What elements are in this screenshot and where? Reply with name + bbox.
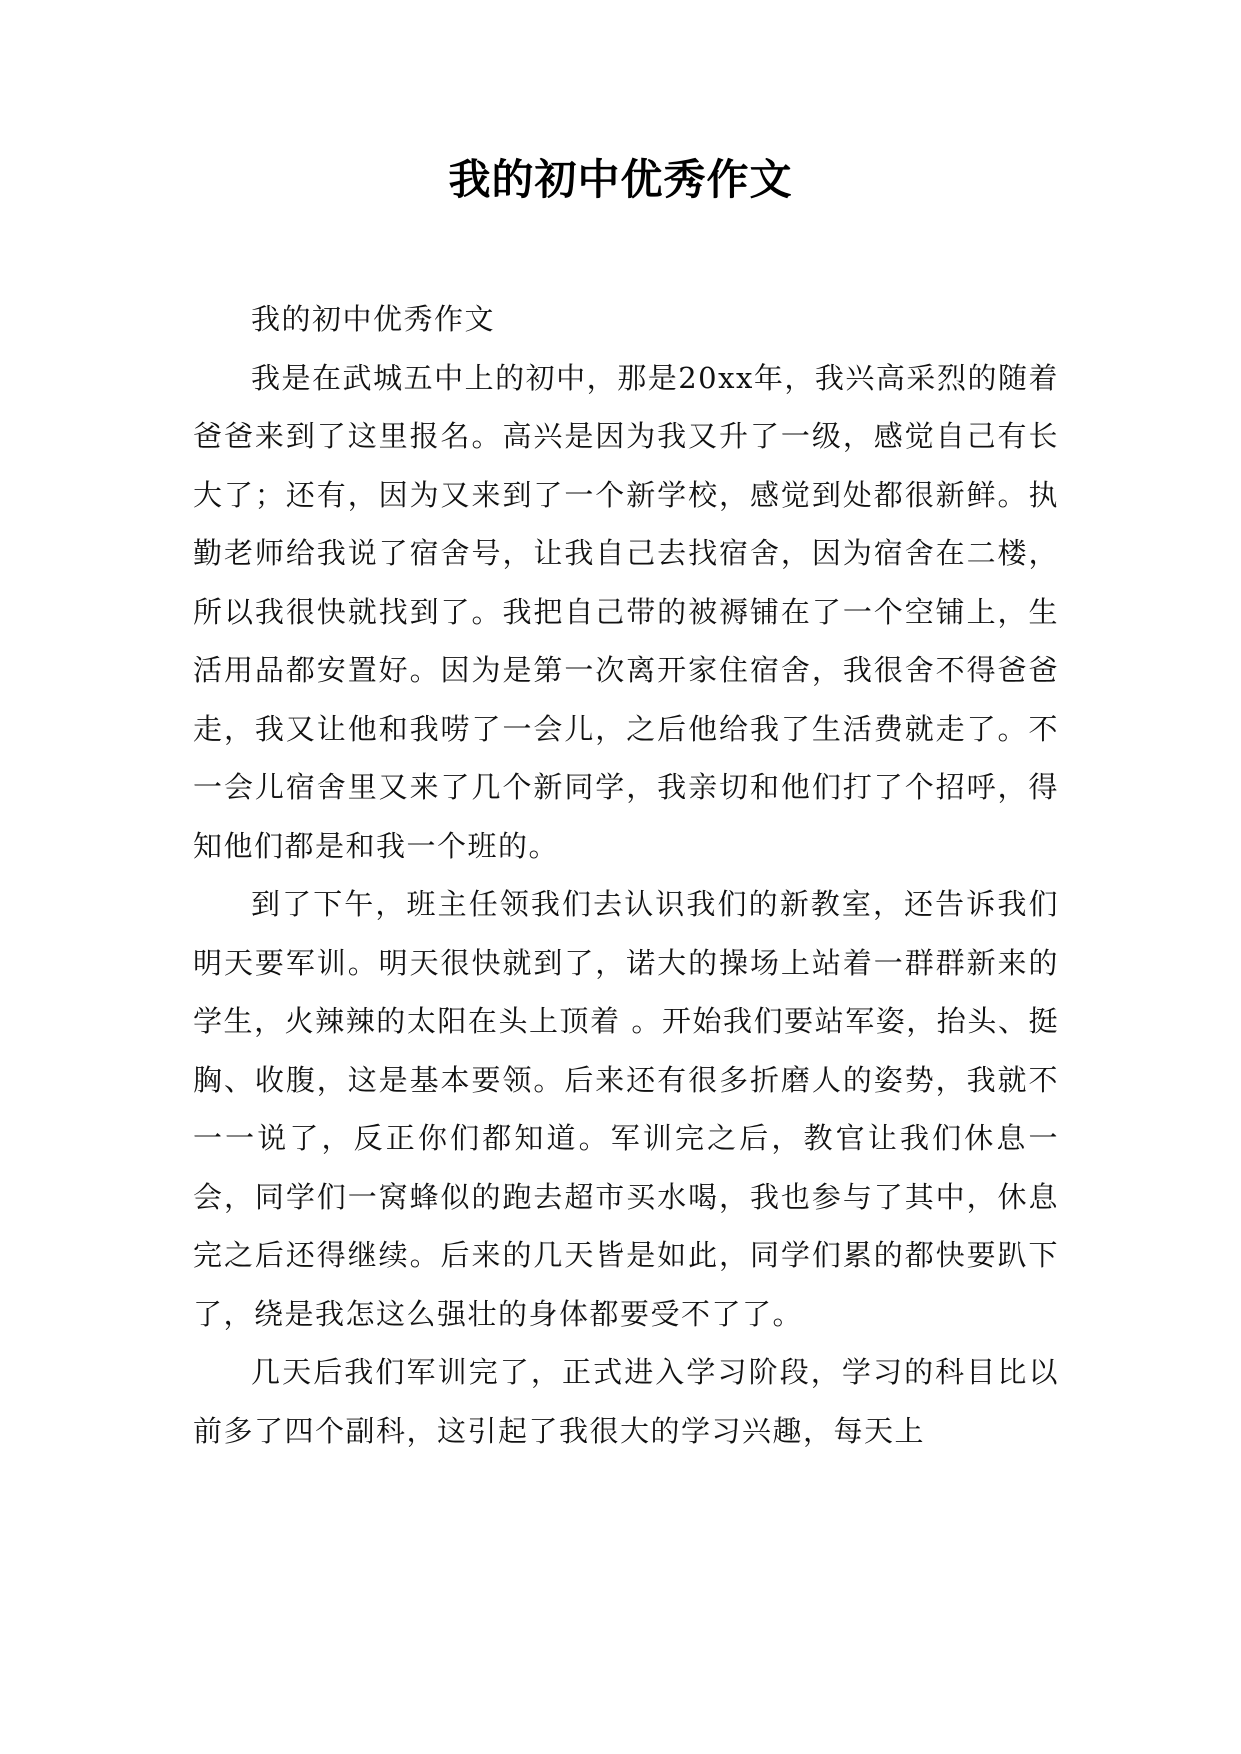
paragraph: 到了下午，班主任领我们去认识我们的新教室，还告诉我们明天要军训。明天很快就到了，诺大的操场上站着一群群新来的学生，火辣辣的太阳在头上顶着 。开始我们要站军姿，抬头、挺胸、收腹，这是基本要领。后来还有很多折磨人的姿势，我就不一一说了，反正你们都知道。军训完之后，教官让我们休息一会，同学们一窝蜂似的跑去超市买水喝，我也参与了其中，休息完之后还得继续。后来的几天皆是如此，同学们累的都快要趴下了，绕是我怎这么强壮的身体都要受不了了。 [193,887,1059,1331]
paragraph-heading: 我的初中优秀作文 [251,302,496,336]
paragraph: 几天后我们军训完了，正式进入学习阶段，学习的科目比以前多了四个副科，这引起了我很大的学习兴趣，每天上 [193,1355,1059,1448]
document-body [193,290,1059,1460]
document-title: 我的初中优秀作文 [448,155,793,204]
paragraph: 我是在武城五中上的初中，那是20xx年，我兴高采烈的随着爸爸来到了这里报名。高兴是因为我又升了一级，感觉自己有长大了；还有，因为又来到了一个新学校，感觉到处都很新鲜。执勤老师给我说了宿舍号，让我自己去找宿舍，因为宿舍在二楼，所以我很快就找到了。我把自己带的被褥铺在了一个空铺上，生活用品都安置好。因为是第一次离开家住宿舍，我很舍不得爸爸走，我又让他和我唠了一会儿，之后他给我了生活费就走了。不一会儿宿舍里又来了几个新同学，我亲切和他们打了个招呼，得知他们都是和我一个班的。 [193,360,1059,863]
